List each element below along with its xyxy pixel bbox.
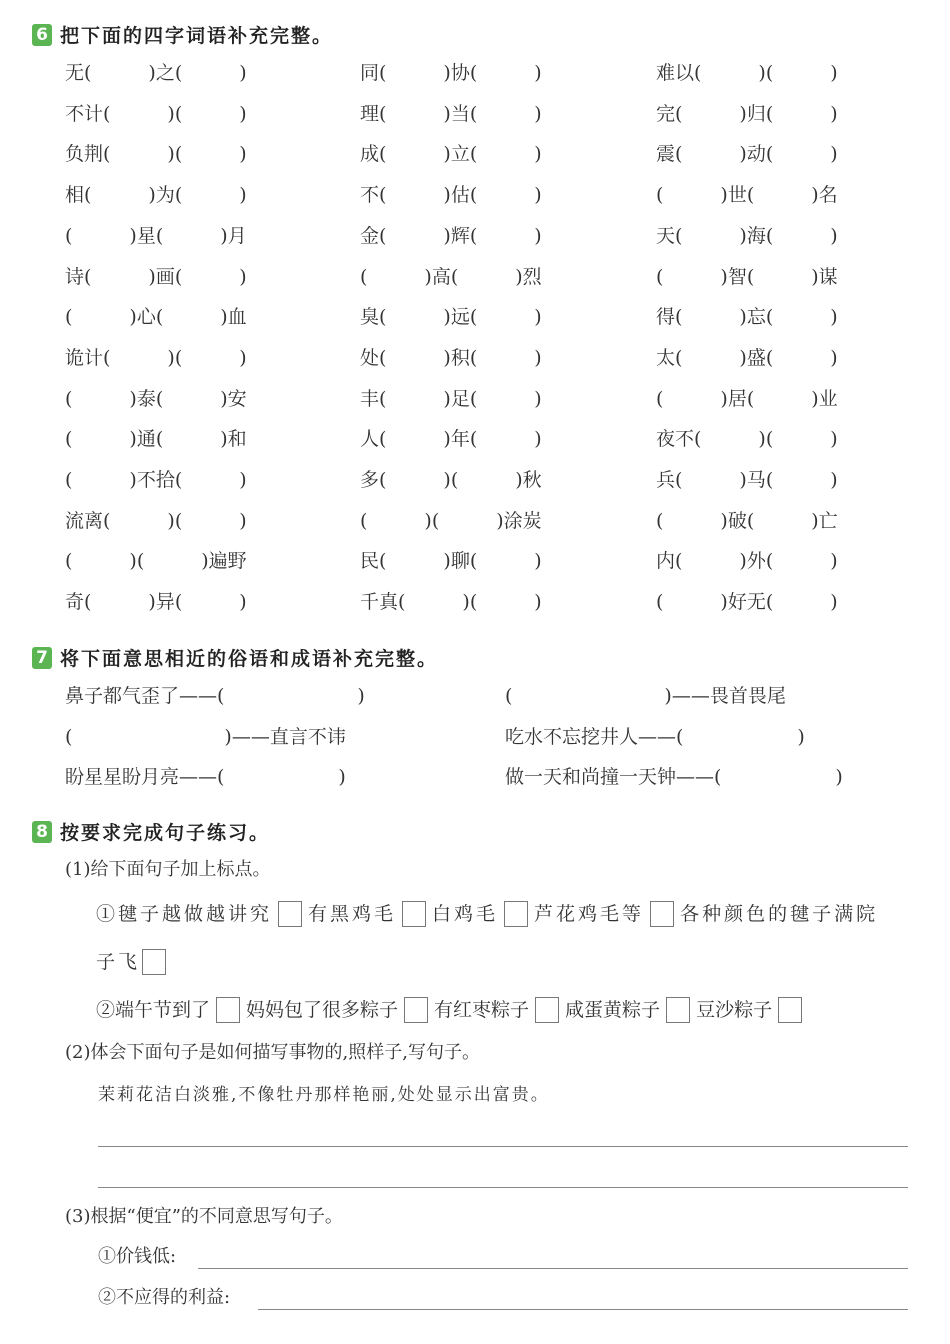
meaning-1-label: ①价钱低: <box>98 1246 177 1267</box>
section-7-instruction: 将下面意思相近的俗语和成语补充完整。 <box>60 648 439 670</box>
punctuation-box[interactable] <box>504 901 528 927</box>
sentence-segment: 各种颜色的毽子满院 <box>680 903 879 925</box>
idiom-fill-item[interactable]: 太( )盛( ) <box>656 346 838 369</box>
idiom-fill-item[interactable]: 流离( )( ) <box>65 509 247 532</box>
part-3-label: (3)根据“便宜”的不同意思写句子。 <box>65 1206 343 1227</box>
question-number-badge: 7 <box>32 647 52 669</box>
idiom-fill-item[interactable]: 夜不( )( ) <box>656 428 838 451</box>
section-6-title <box>32 21 333 48</box>
answer-line[interactable] <box>98 1146 908 1147</box>
question-number-badge: 8 <box>32 821 52 843</box>
section-7-title <box>32 644 438 671</box>
sentence-segment: 白鸡毛 <box>432 903 499 925</box>
idiom-fill-item[interactable]: 理( )当( ) <box>360 102 542 125</box>
idiom-fill-item[interactable]: 诗( )画( ) <box>65 265 247 288</box>
idiom-fill-item[interactable]: 千真( )( ) <box>360 591 542 614</box>
punctuation-box[interactable] <box>142 949 166 975</box>
sentence-segment: 芦花鸡毛等 <box>534 903 645 925</box>
punctuation-box[interactable] <box>404 997 428 1023</box>
idiom-fill-item[interactable]: 难以( )( ) <box>656 62 838 84</box>
idiom-fill-item[interactable]: 金( )辉( ) <box>360 224 542 247</box>
sentence-segment: 妈妈包了很多粽子 <box>246 999 399 1021</box>
proverb-item[interactable]: 做一天和尚撞一天钟——( ) <box>505 766 843 788</box>
answer-line[interactable] <box>98 1187 908 1188</box>
idiom-fill-item[interactable]: 震( )动( ) <box>656 143 838 166</box>
idiom-fill-item[interactable]: ( )星( )月 <box>65 224 247 247</box>
proverb-item[interactable]: 鼻子都气歪了——( ) <box>65 685 365 707</box>
proverb-item[interactable]: 吃水不忘挖井人——( ) <box>505 726 805 748</box>
section-6-instruction: 把下面的四字词语补充完整。 <box>60 25 334 47</box>
idiom-fill-item[interactable]: ( )居( )业 <box>656 387 838 410</box>
section-8-title <box>32 818 270 845</box>
meaning-1-answer-line[interactable] <box>198 1268 908 1269</box>
punctuation-box[interactable] <box>278 901 302 927</box>
idiom-fill-item[interactable]: 诡计( )( ) <box>65 346 247 369</box>
punctuation-box[interactable] <box>216 997 240 1023</box>
idiom-fill-item[interactable]: 多( )( )秋 <box>360 469 542 491</box>
idiom-fill-item[interactable]: 无( )之( ) <box>65 62 247 84</box>
idiom-fill-item[interactable]: 同( )协( ) <box>360 62 542 84</box>
proverb-item[interactable]: 盼星星盼月亮——( ) <box>65 766 346 788</box>
idiom-fill-item[interactable]: 臭( )远( ) <box>360 306 542 329</box>
idiom-fill-item[interactable]: ( )不拾( ) <box>65 469 247 491</box>
idiom-fill-item[interactable]: ( )( )涂炭 <box>360 509 542 532</box>
idiom-fill-item[interactable]: 内( )外( ) <box>656 550 838 573</box>
proverb-item[interactable]: ( )——畏首畏尾 <box>505 685 786 707</box>
part-1-label: (1)给下面句子加上标点。 <box>65 859 271 880</box>
punctuation-sentence-1 <box>96 900 878 928</box>
idiom-fill-item[interactable]: 人( )年( ) <box>360 428 542 451</box>
idiom-fill-item[interactable]: ( )世( )名 <box>656 184 838 207</box>
sentence-segment: 有黑鸡毛 <box>308 903 397 925</box>
sentence-segment: 子飞 <box>96 951 141 973</box>
idiom-fill-item[interactable]: ( )好无( ) <box>656 591 838 614</box>
punctuation-box[interactable] <box>666 997 690 1023</box>
idiom-fill-item[interactable]: ( )通( )和 <box>65 428 247 451</box>
idiom-fill-item[interactable]: 成( )立( ) <box>360 143 542 166</box>
sentence-segment: 有红枣粽子 <box>434 999 530 1021</box>
idiom-fill-item[interactable]: 负荆( )( ) <box>65 143 247 166</box>
section-8-instruction: 按要求完成句子练习。 <box>60 822 271 844</box>
idiom-fill-item[interactable]: 相( )为( ) <box>65 184 247 207</box>
idiom-fill-item[interactable]: ( )心( )血 <box>65 306 247 329</box>
idiom-fill-item[interactable]: 兵( )马( ) <box>656 469 838 491</box>
sentence-segment: ①毽子越做越讲究 <box>96 903 273 925</box>
idiom-fill-item[interactable]: 处( )积( ) <box>360 346 542 369</box>
punctuation-sentence-1-continued <box>96 948 172 976</box>
idiom-fill-item[interactable]: ( )智( )谋 <box>656 265 838 288</box>
idiom-fill-item[interactable]: 得( )忘( ) <box>656 306 838 329</box>
idiom-fill-item[interactable]: ( )泰( )安 <box>65 387 247 410</box>
idiom-fill-item[interactable]: ( )高( )烈 <box>360 265 542 288</box>
punctuation-box[interactable] <box>402 901 426 927</box>
punctuation-box[interactable] <box>535 997 559 1023</box>
idiom-fill-item[interactable]: ( )破( )亡 <box>656 509 838 532</box>
proverb-item[interactable]: ( )——直言不讳 <box>65 726 346 748</box>
idiom-fill-item[interactable]: 奇( )异( ) <box>65 591 247 614</box>
idiom-fill-item[interactable]: 民( )聊( ) <box>360 550 542 573</box>
punctuation-box[interactable] <box>650 901 674 927</box>
idiom-fill-item[interactable]: 天( )海( ) <box>656 224 838 247</box>
punctuation-sentence-2 <box>96 996 808 1024</box>
idiom-fill-item[interactable]: ( )( )遍野 <box>65 550 247 573</box>
example-sentence: 茉莉花洁白淡雅,不像牡丹那样艳丽,处处显示出富贵。 <box>98 1085 550 1105</box>
sentence-segment: ②端午节到了 <box>96 999 211 1021</box>
meaning-2-answer-line[interactable] <box>258 1309 908 1310</box>
punctuation-box[interactable] <box>778 997 802 1023</box>
sentence-segment: 豆沙粽子 <box>696 999 773 1021</box>
meaning-2-label: ②不应得的利益: <box>98 1287 231 1308</box>
idiom-fill-item[interactable]: 完( )归( ) <box>656 102 838 125</box>
idiom-fill-item[interactable]: 不( )估( ) <box>360 184 542 207</box>
question-number-badge: 6 <box>32 24 52 46</box>
idiom-fill-item[interactable]: 不计( )( ) <box>65 102 247 125</box>
sentence-segment: 咸蛋黄粽子 <box>565 999 661 1021</box>
idiom-fill-item[interactable]: 丰( )足( ) <box>360 387 542 410</box>
part-2-label: (2)体会下面句子是如何描写事物的,照样子,写句子。 <box>65 1042 480 1063</box>
